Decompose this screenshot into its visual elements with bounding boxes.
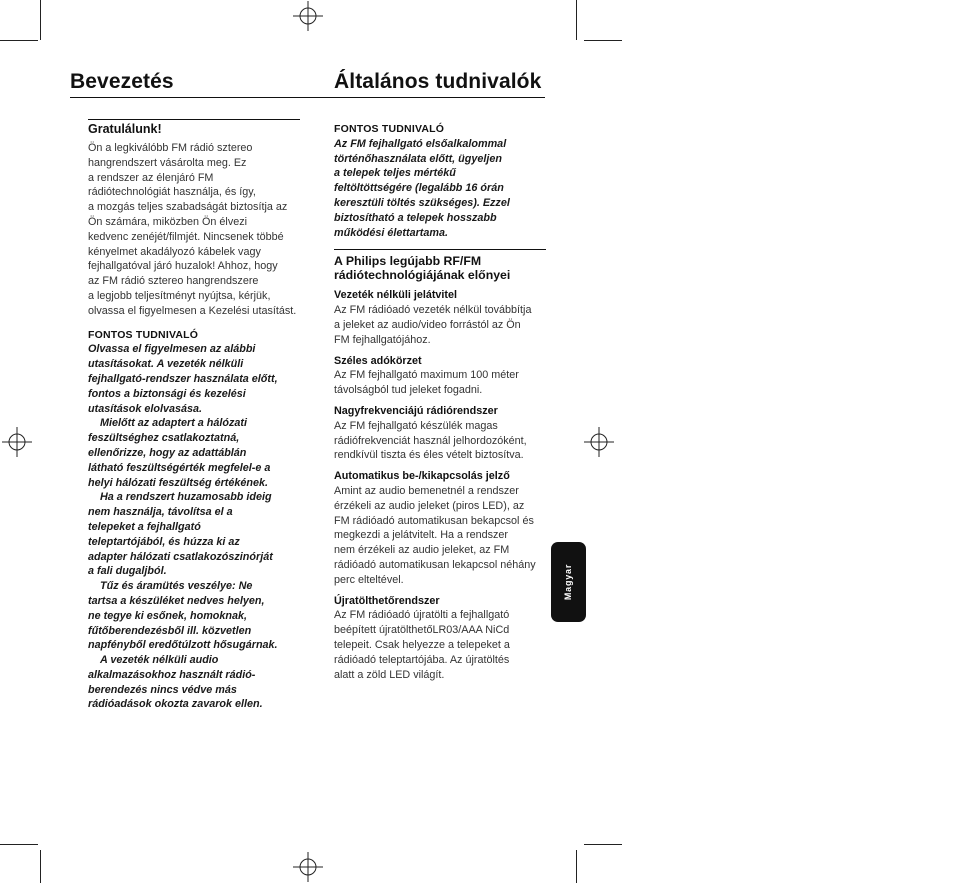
text-line: Mielőtt az adaptert a hálózati [100, 417, 247, 430]
registration-mark-top-icon [293, 1, 323, 31]
text-line: fejhallgató-rendszer használata előtt, [88, 372, 278, 385]
heading-line: rádiótechnológiájának előnyei [334, 268, 511, 283]
text-line: telepeit. Csak helyezze a telepeket a [334, 638, 510, 651]
text-line: rádióadó teleptartójába. Az újratöltés [334, 653, 510, 666]
text-line: Amint az audio bemenetnél a rendszer [334, 484, 519, 497]
text-line: Az FM fejhallgató készülék magas [334, 419, 498, 432]
text-line: működési élettartama. [334, 226, 449, 239]
section-rule [88, 119, 300, 120]
text-line: Tűz és áramütés veszélye: Ne [100, 580, 253, 593]
feature-text [334, 368, 546, 398]
advantages-heading [334, 254, 546, 282]
text-line: Az FM fejhallgató elsőalkalommal [334, 137, 507, 150]
header-rule [70, 97, 545, 98]
page-title-right: Általános tudnivalók [334, 70, 542, 93]
feature-text [334, 303, 546, 347]
text-line: feszültséghez csatlakoztatná, [88, 432, 240, 445]
feature-title: Vezeték nélküli jelátvitel [334, 289, 458, 302]
registration-mark-left-icon [2, 427, 32, 457]
text-line: telepeket a fejhallgató [88, 520, 201, 533]
crop-mark-bottom-right-h [584, 844, 622, 845]
feature-title: Újratölthetőrendszer [334, 594, 440, 607]
crop-mark-top-left-h [0, 40, 38, 41]
important-paragraph-4 [88, 579, 300, 653]
text-line: ne tegye ki esőnek, homoknak, [88, 609, 248, 622]
right-column [334, 122, 546, 682]
text-line: rádióadások okozta zavarok ellen. [88, 698, 263, 711]
crop-mark-top-right-h [584, 40, 622, 41]
registration-mark-bottom-icon [293, 852, 323, 882]
text-line: a jeleket az audio/video forrástól az Ön [334, 318, 521, 331]
text-line: Olvassa el figyelmesen az alábbi [88, 343, 256, 356]
feature-text [334, 419, 546, 463]
important-heading: FONTOS TUDNIVALÓ [88, 328, 199, 341]
crop-mark-bottom-left-h [0, 844, 38, 845]
text-line: tartsa a készüléket nedves helyen, [88, 594, 265, 607]
text-line: látható feszültségérték megfelel-e a [88, 461, 271, 474]
text-line: a legjobb teljesítményt nyújtsa, kérjük, [88, 289, 271, 302]
text-line: nem használja, távolítsa el a [88, 506, 233, 519]
important-battery-note [334, 137, 546, 241]
text-line: FM fejhallgatójához. [334, 333, 431, 346]
text-line: Ön a legkiválóbb FM rádió sztereo [88, 142, 253, 154]
feature-text [334, 484, 546, 588]
text-line: utasításokat. A vezeték nélküli [88, 358, 244, 371]
text-line: megkezdi a jelátvitelt. Ha a rendszer [334, 529, 509, 542]
text-line: az FM rádió sztereo hangrendszere [88, 275, 259, 288]
text-line: Az FM rádióadó újratölti a fejhallgató [334, 609, 510, 622]
important-paragraph-5 [88, 653, 300, 712]
text-line: teleptartójából, és húzza ki az [88, 535, 240, 548]
text-line: adapter hálózati csatlakozószinórját [88, 550, 273, 563]
text-line: a fali dugaljból. [88, 565, 167, 578]
feature-high-frequency [334, 404, 546, 463]
text-line: nem érzékeli az audio jeleket, az FM [334, 544, 510, 557]
text-line: fűtőberendezésből ill. közvetlen [88, 624, 252, 637]
text-line: hangrendszert vásárolta meg. Ez [88, 156, 247, 169]
text-line: feltöltöttségére (legalább 16 órán [334, 182, 504, 195]
text-line: helyi hálózati feszültség értékének. [88, 476, 269, 489]
text-line: alatt a zöld LED világít. [334, 668, 445, 681]
feature-wireless [334, 288, 546, 347]
important-paragraph-1 [88, 342, 300, 416]
text-line: alkalmazásokhoz használt rádió- [88, 668, 256, 681]
crop-mark-top-right-v [576, 0, 577, 40]
text-line: fontos a biztonsági és kezelési [88, 387, 246, 400]
text-line: Az FM fejhallgató maximum 100 méter [334, 369, 519, 382]
feature-title: Automatikus be-/kikapcsolás jelző [334, 470, 510, 483]
page-title-left: Bevezetés [70, 70, 174, 93]
important-paragraph-2 [88, 416, 300, 490]
text-line: a rendszer az élenjáró FM [88, 171, 214, 184]
text-line: berendezés nincs védve más [88, 683, 237, 696]
text-line: rádiótechnológiát használja, és így, [88, 186, 256, 199]
crop-mark-top-left-v [40, 0, 41, 40]
congrats-heading: Gratulálunk! [88, 122, 162, 136]
text-line: keresztüli töltés szükséges). Ezzel [334, 196, 510, 209]
text-line: a telepek teljes mértékű [334, 167, 456, 180]
text-line: Az FM rádióadó vezeték nélkül továbbítja [334, 304, 532, 317]
text-line: olvassa el figyelmesen a Kezelési utasítást. [88, 304, 297, 317]
text-line: Ha a rendszert huzamosabb ideig [100, 491, 272, 504]
section-rule [334, 249, 546, 250]
text-line: kényelmet akadályozó kábelek vagy [88, 245, 261, 258]
text-line: rendkívül tiszta és éles vételt biztosítva. [334, 449, 524, 462]
registration-mark-right-icon [584, 427, 614, 457]
feature-auto-onoff [334, 469, 546, 587]
crop-mark-bottom-left-v [40, 850, 41, 883]
text-line: érzékeli az audio jeleket (piros LED), az [334, 499, 525, 512]
feature-title: Széles adókörzet [334, 354, 422, 367]
feature-range [334, 354, 546, 398]
important-paragraph-3 [88, 490, 300, 579]
text-line: kedvenc zenéjét/filmjét. Nincsenek többé [88, 230, 284, 243]
text-line: perc elteltével. [334, 573, 404, 586]
text-line: Ön számára, miközben Ön élvezi [88, 215, 248, 228]
heading-line: A Philips legújabb RF/FM [334, 254, 482, 269]
crop-mark-bottom-right-v [576, 850, 577, 883]
text-line: fejhallgatóval járó huzalok! Ahhoz, hogy [88, 260, 278, 273]
text-line: távolságból tud jeleket fogadni. [334, 384, 483, 397]
text-line: történőhasználata előtt, ügyeljen [334, 152, 502, 165]
text-line: A vezeték nélküli audio [100, 654, 219, 667]
intro-paragraph [88, 141, 300, 319]
language-tab [551, 542, 586, 622]
feature-text [334, 608, 546, 682]
feature-title: Nagyfrekvenciájú rádiórendszer [334, 404, 498, 417]
text-line: rádióadó automatikusan lekapcsol néhány [334, 558, 536, 571]
text-line: FM rádióadó automatikusan bekapcsol és [334, 514, 534, 527]
important-heading-right: FONTOS TUDNIVALÓ [334, 123, 445, 135]
text-line: biztosítható a telepek hosszabb [334, 211, 497, 224]
language-tab-label: Magyar [563, 563, 573, 601]
text-line: beépített újratölthetőLR03/AAA NiCd [334, 624, 510, 637]
left-column [88, 119, 300, 712]
text-line: rádiófrekvenciát használ jelhordozóként, [334, 434, 527, 447]
feature-rechargeable [334, 594, 546, 683]
text-line: ellenőrizze, hogy az adattáblán [88, 446, 247, 459]
text-line: a mozgás teljes szabadságát biztosítja az [88, 201, 288, 214]
text-line: utasítások elolvasása. [88, 402, 203, 415]
text-line: napfényből eredőtúlzott hősugárnak. [88, 639, 278, 652]
